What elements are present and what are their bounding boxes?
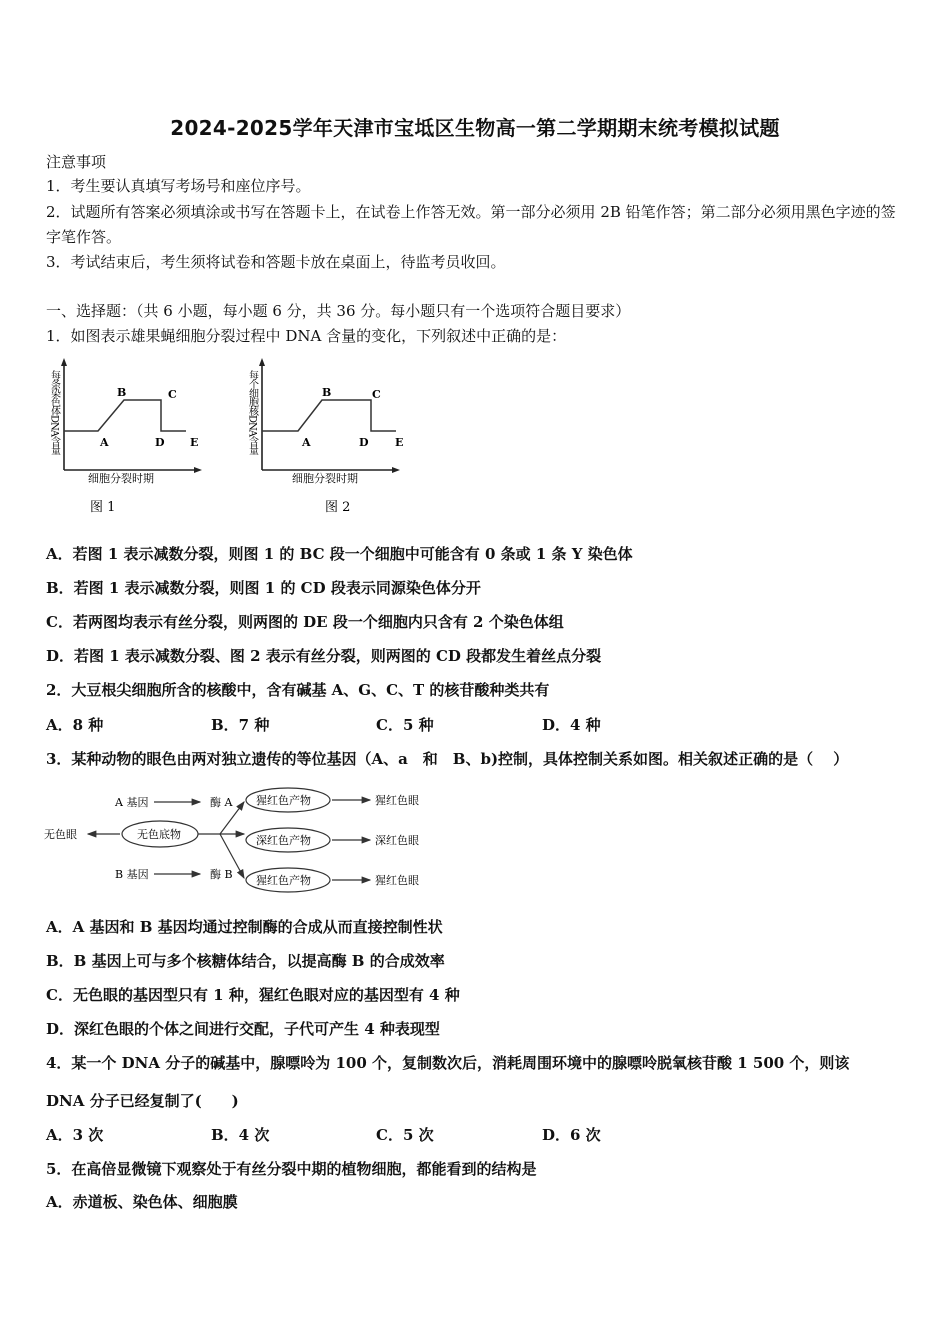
question-4-stem: 4．某一个 DNA 分子的碱基中，腺嘌呤为 100 个，复制数次后，消耗周围环境中的腺嘌呤脱氧核苷酸 1 500 个，则该: [46, 1054, 850, 1072]
q4-option-c: C．5 次: [376, 1126, 434, 1144]
fig2-point-d: D: [359, 436, 369, 449]
q3-diagram: [40, 782, 440, 898]
question-4-stem-cont: DNA 分子已经复制了( ): [46, 1092, 239, 1110]
fig2-x-arrow: [392, 467, 400, 473]
notice-item: 3．考试结束后，考生须将试卷和答题卡放在桌面上，待监考员收回。: [46, 253, 506, 271]
q4-option-b: B．4 次: [211, 1126, 270, 1144]
eye-2-label: 深红色眼: [375, 834, 419, 847]
fig1-point-c: C: [168, 388, 177, 401]
enzyme-b-label: 酶 B: [210, 868, 233, 881]
gene-b-label: B 基因: [115, 868, 149, 881]
q2-option-b: B．7 种: [211, 716, 270, 734]
product-3-label: 猩红色产物: [256, 874, 311, 887]
section-heading: 一、选择题：（共 6 小题，每小题 6 分，共 36 分。每小题只有一个选项符合题目要求）: [46, 302, 631, 320]
q1-option-d: D．若图 1 表示减数分裂、图 2 表示有丝分裂，则两图的 CD 段都发生着丝点分裂: [46, 647, 602, 665]
notice-item: 2．试题所有答案必须填涂或书写在答题卡上，在试卷上作答无效。第一部分必须用 2B 铅笔作答；第二部分必须用黑色字迹的签字笔作答。: [46, 203, 896, 246]
fig1-y-arrow: [61, 358, 67, 366]
question-1-stem: 1．如图表示雄果蝇细胞分裂过程中 DNA 含量的变化，下列叙述中正确的是：: [46, 327, 567, 345]
fig2-curve: [262, 400, 396, 431]
colorless-eye-label: 无色眼: [44, 828, 77, 841]
q3-option-c: C．无色眼的基因型只有 1 种，猩红色眼对应的基因型有 4 种: [46, 986, 460, 1004]
q1-option-c: C．若两图均表示有丝分裂，则两图的 DE 段一个细胞内只含有 2 个染色体组: [46, 613, 564, 631]
fig1-x-arrow: [194, 467, 202, 473]
q2-option-d: D．4 种: [542, 716, 601, 734]
product-2-label: 深红色产物: [256, 834, 311, 847]
fig2-y-arrow: [259, 358, 265, 366]
fig2-point-a: A: [302, 436, 311, 449]
enzyme-a-label: 酶 A: [210, 796, 233, 809]
eye-3-label: 猩红色眼: [375, 874, 419, 887]
q3-option-d: D．深红色眼的个体之间进行交配，子代可产生 4 种表现型: [46, 1020, 440, 1038]
fig2-point-c: C: [372, 388, 381, 401]
q1-option-a: A．若图 1 表示减数分裂，则图 1 的 BC 段一个细胞中可能含有 0 条或 1 条 Y 染色体: [46, 545, 633, 563]
fig2-ylabel: 每个细胞核DNA含量: [246, 370, 258, 454]
page-title: 2024-2025学年天津市宝坻区生物高一第二学期期末统考模拟试题: [170, 116, 780, 140]
fig1-point-b: B: [117, 386, 127, 399]
fig2-xlabel: 细胞分裂时期: [292, 472, 358, 485]
q3-option-b: B．B 基因上可与多个核糖体结合，以提高酶 B 的合成效率: [46, 952, 445, 970]
q4-option-a: A．3 次: [46, 1126, 104, 1144]
fig1-xlabel: 细胞分裂时期: [88, 472, 154, 485]
q2-option-c: C．5 种: [376, 716, 434, 734]
q1-figure-1: [40, 358, 220, 520]
notice-item: 1．考生要认真填写考场号和座位序号。: [46, 177, 311, 195]
question-3-stem: 3．某种动物的眼色由两对独立遗传的等位基因（A、a 和 B、b)控制，具体控制关系如图。相关叙述正确的是（ ）: [46, 750, 849, 768]
fig1-ylabel: 每条染色体DNA含量: [48, 370, 60, 454]
q5-option-a: A．赤道板、染色体、细胞膜: [46, 1193, 238, 1211]
question-5-stem: 5．在高倍显微镜下观察处于有丝分裂中期的植物细胞，都能看到的结构是: [46, 1160, 537, 1178]
product-1-label: 猩红色产物: [256, 794, 311, 807]
fig1-caption: 图 1: [90, 500, 116, 515]
gene-a-label: A 基因: [115, 796, 149, 809]
fig1-point-e: E: [190, 436, 199, 449]
q1-option-b: B．若图 1 表示减数分裂，则图 1 的 CD 段表示同源染色体分开: [46, 579, 481, 597]
question-2-stem: 2．大豆根尖细胞所含的核酸中，含有碱基 A、G、C、T 的核苷酸种类共有: [46, 681, 550, 699]
eye-1-label: 猩红色眼: [375, 794, 419, 807]
fig2-point-b: B: [322, 386, 332, 399]
q3-option-a: A．A 基因和 B 基因均通过控制酶的合成从而直接控制性状: [46, 918, 443, 936]
fig2-point-e: E: [395, 436, 404, 449]
colorless-substrate-label: 无色底物: [137, 828, 181, 841]
notice-heading: 注意事项: [46, 153, 107, 171]
q4-option-d: D．6 次: [542, 1126, 601, 1144]
q1-figure-2: [238, 358, 418, 520]
fig2-caption: 图 2: [325, 500, 351, 515]
fig1-point-d: D: [155, 436, 165, 449]
fig1-point-a: A: [100, 436, 109, 449]
fig1-curve: [64, 400, 186, 431]
q2-option-a: A．8 种: [46, 716, 104, 734]
